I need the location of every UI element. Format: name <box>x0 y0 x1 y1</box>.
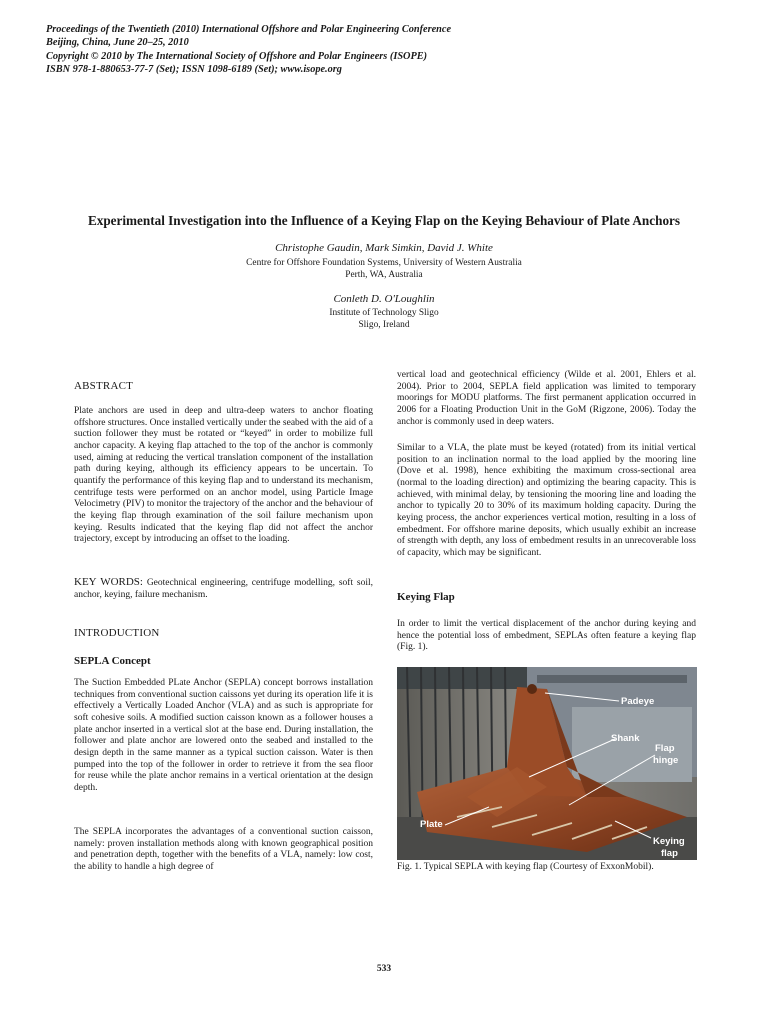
sepla-concept-heading: SEPLA Concept <box>74 655 151 667</box>
sepla-photo <box>397 667 697 860</box>
paper-title: Experimental Investigation into the Influence of a Keying Flap on the Keying Behaviour of Plate Anchors <box>87 213 681 228</box>
introduction-heading: INTRODUCTION <box>74 627 160 639</box>
label-shank: Shank <box>611 733 640 744</box>
keywords-text: Geotechnical engineering, centrifuge modelling, soft soil, anchor, keying, failure mechanism. <box>74 578 374 600</box>
label-flap: Flap <box>655 743 675 754</box>
label-hinge: hinge <box>653 755 679 766</box>
proceedings-line: Proceedings of the Twentieth (2010) International Offshore and Polar Engineering Conference <box>46 24 452 35</box>
keywords-paragraph <box>74 577 373 601</box>
abstract-heading: ABSTRACT <box>74 380 134 392</box>
author-names-1: Christophe Gaudin, Mark Simkin, David J. White <box>275 242 493 254</box>
label-plate: Plate <box>420 819 443 830</box>
sepla-photo-figure <box>397 667 697 860</box>
intro-paragraph-1: The Suction Embedded PLate Anchor (SEPLA) concept borrows installation techniques from conventional suction caissons yet during its operation life it is effectively a Vertically Loaded Anchor (VLA) and as such is appropriate for soft cohesive soils. A modified suction caisson known as a follower houses a plate anchor inserted in a vertical slot at the base end. During installation, the follower and plate anchor are lowered onto the seabed and installed to the design depth in the same manner as a typical suction caisson. Water is then pumped into the top of the follower in order to retrieve it from the sea floor for reuse while the plate anchor remains in a vertical orientation at the design depth. <box>74 678 373 793</box>
keying-flap-heading: Keying Flap <box>397 591 455 603</box>
figure-caption: Fig. 1. Typical SEPLA with keying flap (Courtesy of ExxonMobil). <box>397 862 654 872</box>
author-location-1: Perth, WA, Australia <box>345 270 423 280</box>
author-names-2: Conleth D. O'Loughlin <box>333 293 435 305</box>
right-paragraph-1: vertical load and geotechnical efficiency (Wilde et al. 2001, Ehlers et al. 2004). Prior to 2004, SEPLA field application was limited to temporary moorings for MODU platforms. The first permanent application occurred in 2006 for a Floating Production Unit in the GoM (Rigzone, 2006). Today the anchor is commonly used in deep waters. <box>397 370 696 427</box>
proceedings-header <box>46 23 726 77</box>
keywords-label: KEY WORDS: <box>74 576 143 588</box>
label-keying: Keying <box>653 836 685 847</box>
label-padeye: Padeye <box>621 696 655 707</box>
page-number: 533 <box>376 964 392 974</box>
author-location-2: Sligo, Ireland <box>358 320 410 330</box>
author-affiliation-1: Centre for Offshore Foundation Systems, University of Western Australia <box>246 258 522 268</box>
abstract-text: Plate anchors are used in deep and ultra-deep waters to anchor floating offshore structures. Once installed vertically under the seabed with the aid of a suction follower they must be rotated or “keyed” in order to mobilize full anchor capacity. A keying flap attached to the top of the anchor is commonly used, aiming at reducing the vertical translation component of the installation path during keying, although its efficiency appears to be uncertain. To quantify the performance of this keying flap and to understand its mechanism, centrifuge tests were performed on an anchor model, using Particle Image Velocimetry (PIV) to monitor the trajectory of the anchor and the behaviour of the keying flap through examination of the soil failure mechanism upon keying. Results indicated that the keying flap did not affect the anchor trajectory, except by introducing an offset to the loading. <box>74 406 373 545</box>
author-affiliation-2: Institute of Technology Sligo <box>329 308 439 318</box>
right-paragraph-2: Similar to a VLA, the plate must be keyed (rotated) from its initial vertical position to an inclination normal to the load applied by the mooring line (Dove et al. 1998), hence exhibiting the maximum cross-sectional area (normal to the loading direction) and optimizing the bearing capacity. This is achieved, with minimal delay, by tensioning the mooring line and loading the anchor to typically 20 to 30% of its maximum holding capacity. During the keying process, the anchor experiences vertical motion, resulting in a loss of embedment. For offshore marine deposits, which usually exhibit an increase of strength with depth, any loss of embedment results in an unrecoverable loss of capacity, which may be significant. <box>397 443 696 558</box>
label-flap-2: flap <box>661 848 678 859</box>
copyright-line: Copyright © 2010 by The International Society of Offshore and Polar Engineers (ISOPE) <box>46 50 428 62</box>
right-paragraph-3: In order to limit the vertical displacement of the anchor during keying and hence the potential loss of embedment, SEPLAs often feature a keying flap (Fig. 1). <box>397 619 696 653</box>
isbn-line: ISBN 978-1-880653-77-7 (Set); ISSN 1098-6189 (Set); www.isope.org <box>46 64 342 76</box>
intro-paragraph-2: The SEPLA incorporates the advantages of a conventional suction caisson, namely: proven installation methods along with known geographical position and penetration depth, together with the benefits of a VLA, namely: low cost, the ability to handle a high degree of <box>74 827 373 872</box>
proceedings-date-line: Beijing, China, June 20–25, 2010 <box>46 37 189 49</box>
